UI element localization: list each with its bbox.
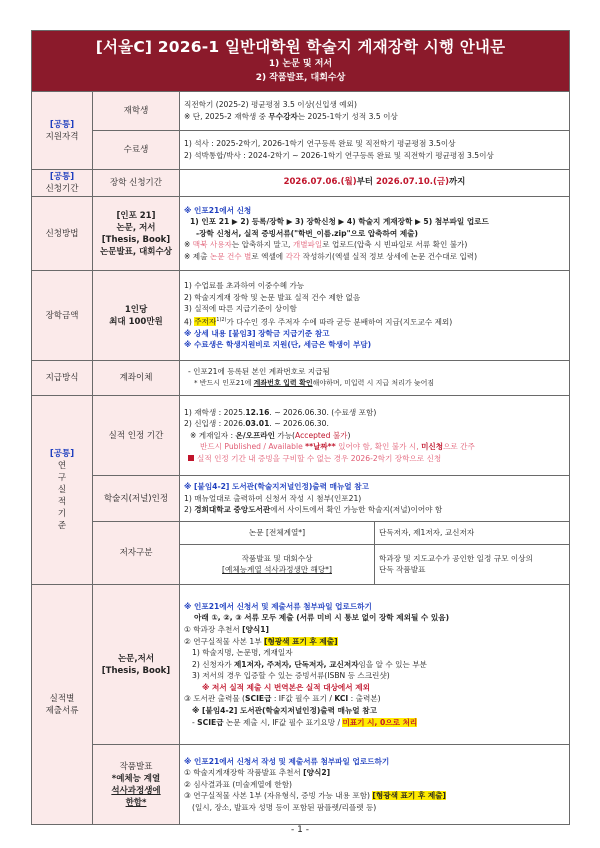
qualification-label: 지원자격	[45, 131, 79, 142]
documents-category: 실적별 제출서류	[32, 585, 93, 825]
subtitle-papers: 1) 논문 및 저서	[268, 59, 333, 69]
method-category: 신청방법	[32, 197, 93, 271]
payment-category: 지급방식	[32, 361, 93, 396]
performance-documents: ※ 인포21에서 신청서 작성 및 제출서류 첨부파일 업로드하기 ① 학술지게재장학 작품발표 추천서 [양식2] ② 심사결과표 (미술계열에 한함) ③ 연구실적물 사본 1부 (자유형식, 증빙 가능 내용 포함) [형광색 표기 후 제출] (일시, 장소, 발표자 성명 등이 포함된 팜플렛/리플렛 등)	[180, 745, 570, 825]
author-classification: 논문 [전체계열*] 단독저자, 제1저자, 교신저자 작품발표 및 대회수상 [예체능계열 석사과정생만 해당*] 학과장 및 지도교수가 공인한 일정 규모 이상의 단독 작품발표	[180, 522, 570, 585]
author-label: 저자구분	[93, 522, 180, 585]
journal-recognition: ※ [붙임4-2] 도서관(학술지저널인정)출력 매뉴얼 참고 1) 매뉴얼대로 출력하여 신청서 작성 시 첨부(인포21) 2) 경희대학교 중앙도서관에서 사이트에서 확인 가능한 학술지(저널)이어야 함	[180, 476, 570, 522]
red-square-icon	[188, 455, 194, 461]
paper-label: 논문,저서 [Thesis, Book]	[93, 585, 180, 745]
page-number: - 1 -	[291, 825, 309, 835]
payment-method: - 인포21에 등록된 본인 계좌번호로 지급됨 * 반드시 인포21에 계좌번호 입력 확인해야하며, 미입력 시 지급 처리가 늦어짐	[180, 361, 570, 396]
criteria-category: [공통] 연 구 실 적 기 준	[32, 396, 93, 585]
recognition-period: 1) 재학생 : 2025.12.16. ~ 2026.06.30. (수료생 포함) 2) 신입생 : 2026.03.01. ~ 2026.06.30. ※ 게재일자 : 온/오프라인 가능(Accepted 불가) 반드시 Published / Available **날짜** 있어야 함, 확인 불가 시, 미신청으로 간주 실적 인정 기간 내 증빙을 구비할 수 없는 경우 2026-2학기 장학으로 신청	[180, 396, 570, 476]
guide-table	[31, 30, 570, 825]
recognition-period-label: 실적 인정 기간	[93, 396, 180, 476]
journal-label: 학술지(저널)인정	[93, 476, 180, 522]
performance-label: 작품발표 *예체능 계열 석사과정생에 한함*	[93, 745, 180, 825]
period-label: 장학 신청기간	[93, 170, 180, 197]
common-tag: [공통]	[49, 119, 75, 130]
amount-category: 장학금액	[32, 271, 93, 361]
subtitle-performances: 2) 작품발표, 대회수상	[255, 73, 346, 83]
student-label: 재학생	[93, 92, 180, 131]
method-label: [인포 21] 논문, 저서 [Thesis, Book] 논문발표, 대회수상	[93, 197, 180, 271]
header-banner	[32, 31, 570, 92]
graduate-qualification: 1) 석사 : 2025-2학기, 2026-1학기 연구등록 완료 및 직전학기 평균평점 3.5이상 2) 석박통합/박사 : 2024-2학기 ~ 2026-1학기 연구등록 완료 및 직전학기 평균평점 3.5이상	[180, 131, 570, 170]
student-qualification: 직전학기 (2025-2) 평균평점 3.5 이상(신입생 예외) ※ 단, 2025-2 재학생 중 무수강자는 2025-1학기 성적 3.5 이상	[180, 92, 570, 131]
paper-documents: ※ 인포21에서 신청서 및 제출서류 첨부파일 업로드하기 아래 ①, ②, ③ 서류 모두 제출 (서류 미비 시 통보 없이 장학 제외될 수 있음) ① 학과장 추천서 [양식1] ② 연구실적물 사본 1부 [형광색 표기 후 제출] 1) 학술지명, 논문명, 게재일자 2) 신청자가 제1저자, 주저자, 단독저자, 교신저자임을 알 수 있는 부분 3) 저서의 경우 입증할 수 있는 증빙서류(ISBN 등 스크린샷) ※ 저서 실적 제출 시 번역본은 실적 대상에서 제외 ③ 도서관 출력물 (SCIE급 : IF값 필수 표기 / KCI : 출력본) ※ [붙임4-2] 도서관(학술지저널인정)출력 매뉴얼 참고 - SCIE급 논문 제출 시, IF값 필수 표기요망 / 미표기 시, 0으로 처리	[180, 585, 570, 745]
amount-label: 1인당 최대 100만원	[93, 271, 180, 361]
scholarship-amount: 1) 수업료를 초과하여 이중수혜 가능 2) 학술지게재 장학 및 논문 발표 실적 건수 제한 없음 3) 실적에 따른 지급기준이 상이함 4) 주저자$^{1)2)}$가 다수인 경우 주저자 수에 따라 균등 분배하여 지급(지도교수 제외) ※ 상세 내용 [붙임3] 장학금 지급기준 참고 ※ 수료생은 학생지원비로 지원(단, 세금은 학생이 부담)	[180, 271, 570, 361]
application-method: ※ 인포21에서 신청 1) 인포 21 ▶ 2) 등록/장학 ▶ 3) 장학신청 ▶ 4) 학술지 게재장학 ▶ 5) 첨부파일 업로드 -장학 신청서, 실적 증빙서류("학번_이름.zip"으로 압축하여 제출) ※ 맥북 사용자는 압축하지 말고, 개별파일로 업로드(압축 시 빈파일로 서류 확인 불가) ※ 제출 논문 건수 별로 엑셀에 각각 작성하기(엑셀 실적 정보 상세에 논문 건수대로 입력)	[180, 197, 570, 271]
document-title: [서울C] 2026-1 일반대학원 학술지 게재장학 시행 안내문	[95, 38, 506, 56]
qualification-category	[32, 92, 93, 170]
payment-label: 계좌이체	[93, 361, 180, 396]
graduate-label: 수료생	[93, 131, 180, 170]
application-period: 2026.07.06.(월)부터 2026.07.10.(금)까지	[180, 170, 570, 197]
period-category: [공통] 신청기간	[32, 170, 93, 197]
